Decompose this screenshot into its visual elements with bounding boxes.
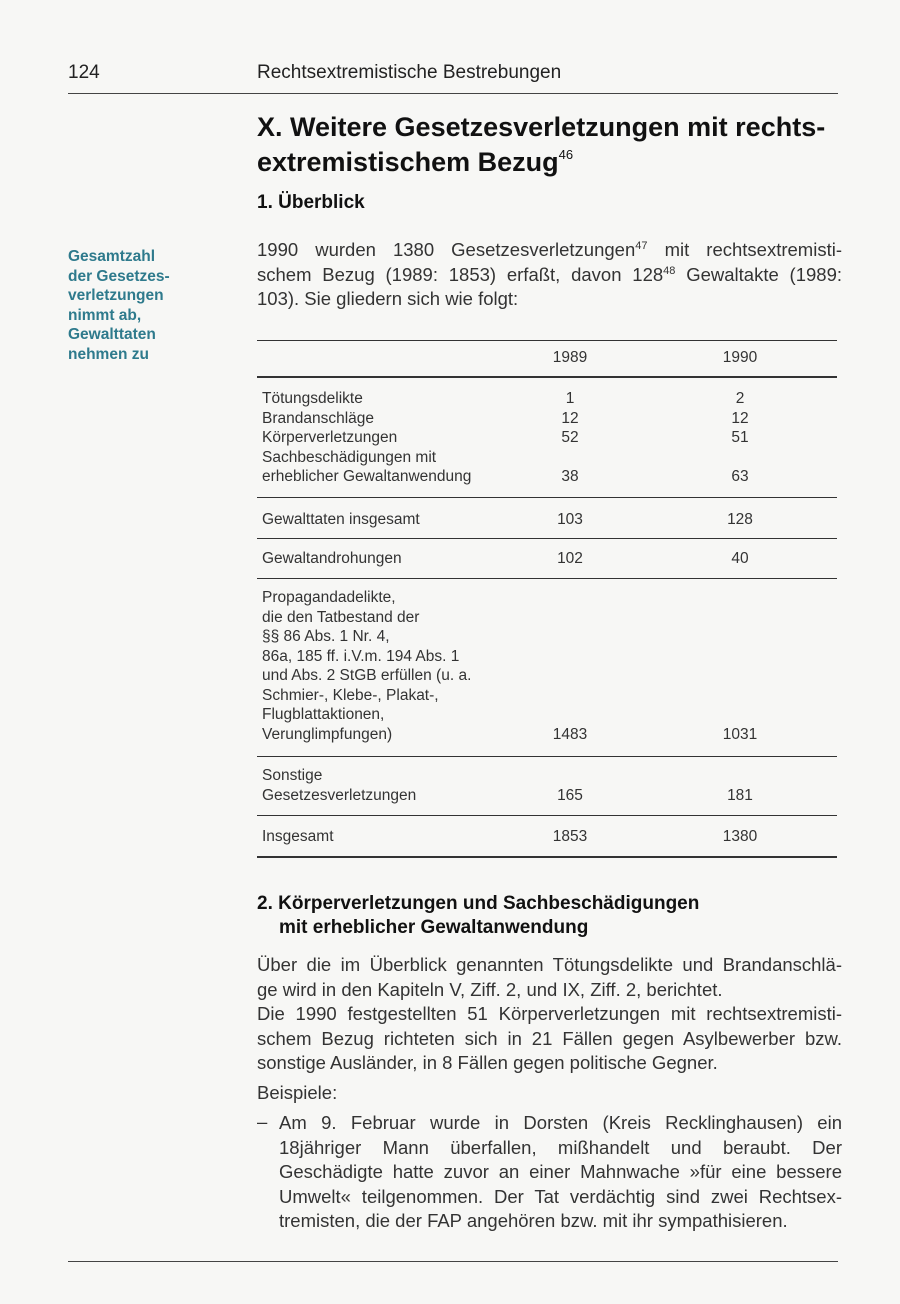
row-label-gewaltandrohungen: Gewaltandrohungen xyxy=(262,550,402,567)
table-rule xyxy=(257,578,837,579)
list-item-line: Umwelt« teilgenommen. Der Tat verdächtig sind zwei Rechtsex- xyxy=(279,1185,842,1207)
row-label-brandanschlaege: Brandanschläge xyxy=(262,409,375,427)
section-2-heading-line: mit erheblicher Gewaltanwendung xyxy=(279,917,589,938)
value-1989: 103 xyxy=(557,511,583,528)
list-item-line: Am 9. Februar wurde in Dorsten (Kreis Recklinghausen) ein xyxy=(279,1112,842,1133)
list-dash: – xyxy=(257,1111,268,1132)
margin-note-line: der Gesetzes- xyxy=(68,267,170,285)
footnote-ref-47: 47 xyxy=(635,240,648,252)
value-1989: 165 xyxy=(557,786,583,804)
chapter-title-line-1: X. Weitere Gesetzesverletzungen mit rechts- xyxy=(257,112,826,142)
row-label-gewalttaten-insgesamt: Gewalttaten insgesamt xyxy=(262,511,420,528)
margin-note-line: nimmt ab, xyxy=(68,306,142,324)
chapter-title xyxy=(257,110,847,180)
value-1990: 2 xyxy=(735,390,745,407)
list-item-line: 18jähriger Mann überfallen, mißhandelt und beraubt. Der xyxy=(279,1136,842,1158)
body-line: Die 1990 festgestellten 51 Körperverletzungen mit rechtsextremisti- xyxy=(257,1003,842,1024)
value-1989: 52 xyxy=(561,429,579,446)
margin-note-line: Gesamtzahl xyxy=(68,248,156,265)
intro-text: 1990 wurden 1380 Gesetzesverletzungen xyxy=(257,239,636,260)
chapter-title-line-2: extremistischem Bezug xyxy=(257,147,559,177)
value-1989: 1483 xyxy=(552,725,588,743)
value-1990: 63 xyxy=(731,468,749,485)
value-1990: 1380 xyxy=(722,828,758,845)
table-rule xyxy=(257,815,837,816)
intro-text: Gewaltakte (1989: xyxy=(675,263,842,285)
body-line: Über die im Überblick genannten Tötungsdelikte und Brandanschlä- xyxy=(257,954,842,975)
column-header-1990: 1990 xyxy=(722,349,758,366)
row-label-line: Sonstige xyxy=(262,767,323,784)
examples-label-text: Beispiele: xyxy=(257,1082,338,1103)
row-label-line: Verunglimpfungen) xyxy=(262,725,393,743)
margin-note-line: Gewalttaten xyxy=(68,326,156,343)
table-rule xyxy=(257,497,837,498)
column-header-1989: 1989 xyxy=(552,349,588,366)
value-1990: 128 xyxy=(727,511,753,528)
footnote-ref-48: 48 xyxy=(663,264,676,277)
examples-label xyxy=(257,1081,842,1106)
value-1990: 1031 xyxy=(722,725,758,743)
value-1990: 40 xyxy=(731,550,749,567)
value-1990: 12 xyxy=(731,409,749,427)
row-label-line: §§ 86 Abs. 1 Nr. 4, xyxy=(262,628,390,645)
value-1989: 102 xyxy=(557,550,583,567)
value-1989: 1 xyxy=(565,390,575,407)
footer-rule xyxy=(68,1261,838,1262)
header-rule xyxy=(68,93,838,94)
value-1989: 38 xyxy=(561,468,579,485)
row-label-koerperverletzungen: Körperverletzungen xyxy=(262,429,398,446)
table-bottom-rule xyxy=(257,856,837,858)
margin-note-line: nehmen zu xyxy=(68,345,149,363)
body-paragraph xyxy=(257,953,842,1076)
row-label-line: Flugblattaktionen, xyxy=(262,706,385,723)
row-label-line: die den Tatbestand der xyxy=(262,608,420,626)
table-header-rule xyxy=(257,376,837,378)
row-label-line: Sachbeschädigungen mit xyxy=(262,448,437,466)
section-2-heading xyxy=(257,892,699,940)
list-item-line: tremisten, die der FAP angehören bzw. mit ihr sympathisieren. xyxy=(279,1210,788,1231)
row-label-line: und Abs. 2 StGB erfüllen (u. a. xyxy=(262,667,472,684)
row-label-insgesamt: Insgesamt xyxy=(262,828,334,845)
row-label-line: Schmier-, Klebe-, Plakat-, xyxy=(262,686,439,704)
body-line: ge wird in den Kapiteln V, Ziff. 2, und IX, Ziff. 2, berichtet. xyxy=(257,978,723,1000)
row-label-line: 86a, 185 ff. i.V.m. 194 Abs. 1 xyxy=(262,647,460,665)
section-2-heading-line: 2. Körperverletzungen und Sachbeschädigungen xyxy=(257,893,700,914)
intro-text: mit rechtsextremisti- xyxy=(647,239,842,260)
row-label-line: Propagandadelikte, xyxy=(262,589,396,606)
footnote-ref-46: 46 xyxy=(558,147,574,162)
row-label-sachbeschaedigungen xyxy=(262,448,471,487)
intro-text: 103). Sie gliedern sich wie folgt: xyxy=(257,288,519,309)
value-1989: 12 xyxy=(561,409,579,427)
row-label-toetungsdelikte: Tötungsdelikte xyxy=(262,390,363,407)
margin-note-line: verletzungen xyxy=(68,287,164,304)
margin-note xyxy=(68,247,228,364)
section-1-heading: 1. Überblick xyxy=(257,192,365,213)
running-title: Rechtsextremistische Bestrebungen xyxy=(257,62,562,83)
value-1990: 51 xyxy=(731,429,749,446)
body-line: schem Bezug richteten sich in 21 Fällen gegen Asylbewerber bzw. xyxy=(257,1027,842,1049)
row-label-sonstige xyxy=(262,766,416,805)
value-1990: 181 xyxy=(727,786,753,804)
list-item xyxy=(279,1111,842,1234)
intro-paragraph xyxy=(257,238,842,312)
body-line: sonstige Ausländer, in 8 Fällen gegen politische Gegner. xyxy=(257,1052,718,1073)
table-rule xyxy=(257,538,837,539)
row-label-line: Gesetzesverletzungen xyxy=(262,786,417,804)
row-label-propagandadelikte xyxy=(262,588,471,744)
value-1989: 1853 xyxy=(552,828,588,845)
table-rule xyxy=(257,756,837,757)
page-number: 124 xyxy=(68,62,100,83)
table-top-rule xyxy=(257,340,837,341)
row-label-line: erheblicher Gewaltanwendung xyxy=(262,468,472,485)
list-item-line: Geschädigte hatte zuvor an einer Mahnwache »für eine bessere xyxy=(279,1161,842,1182)
intro-text: schem Bezug (1989: 1853) erfaßt, davon 128 xyxy=(257,263,664,285)
